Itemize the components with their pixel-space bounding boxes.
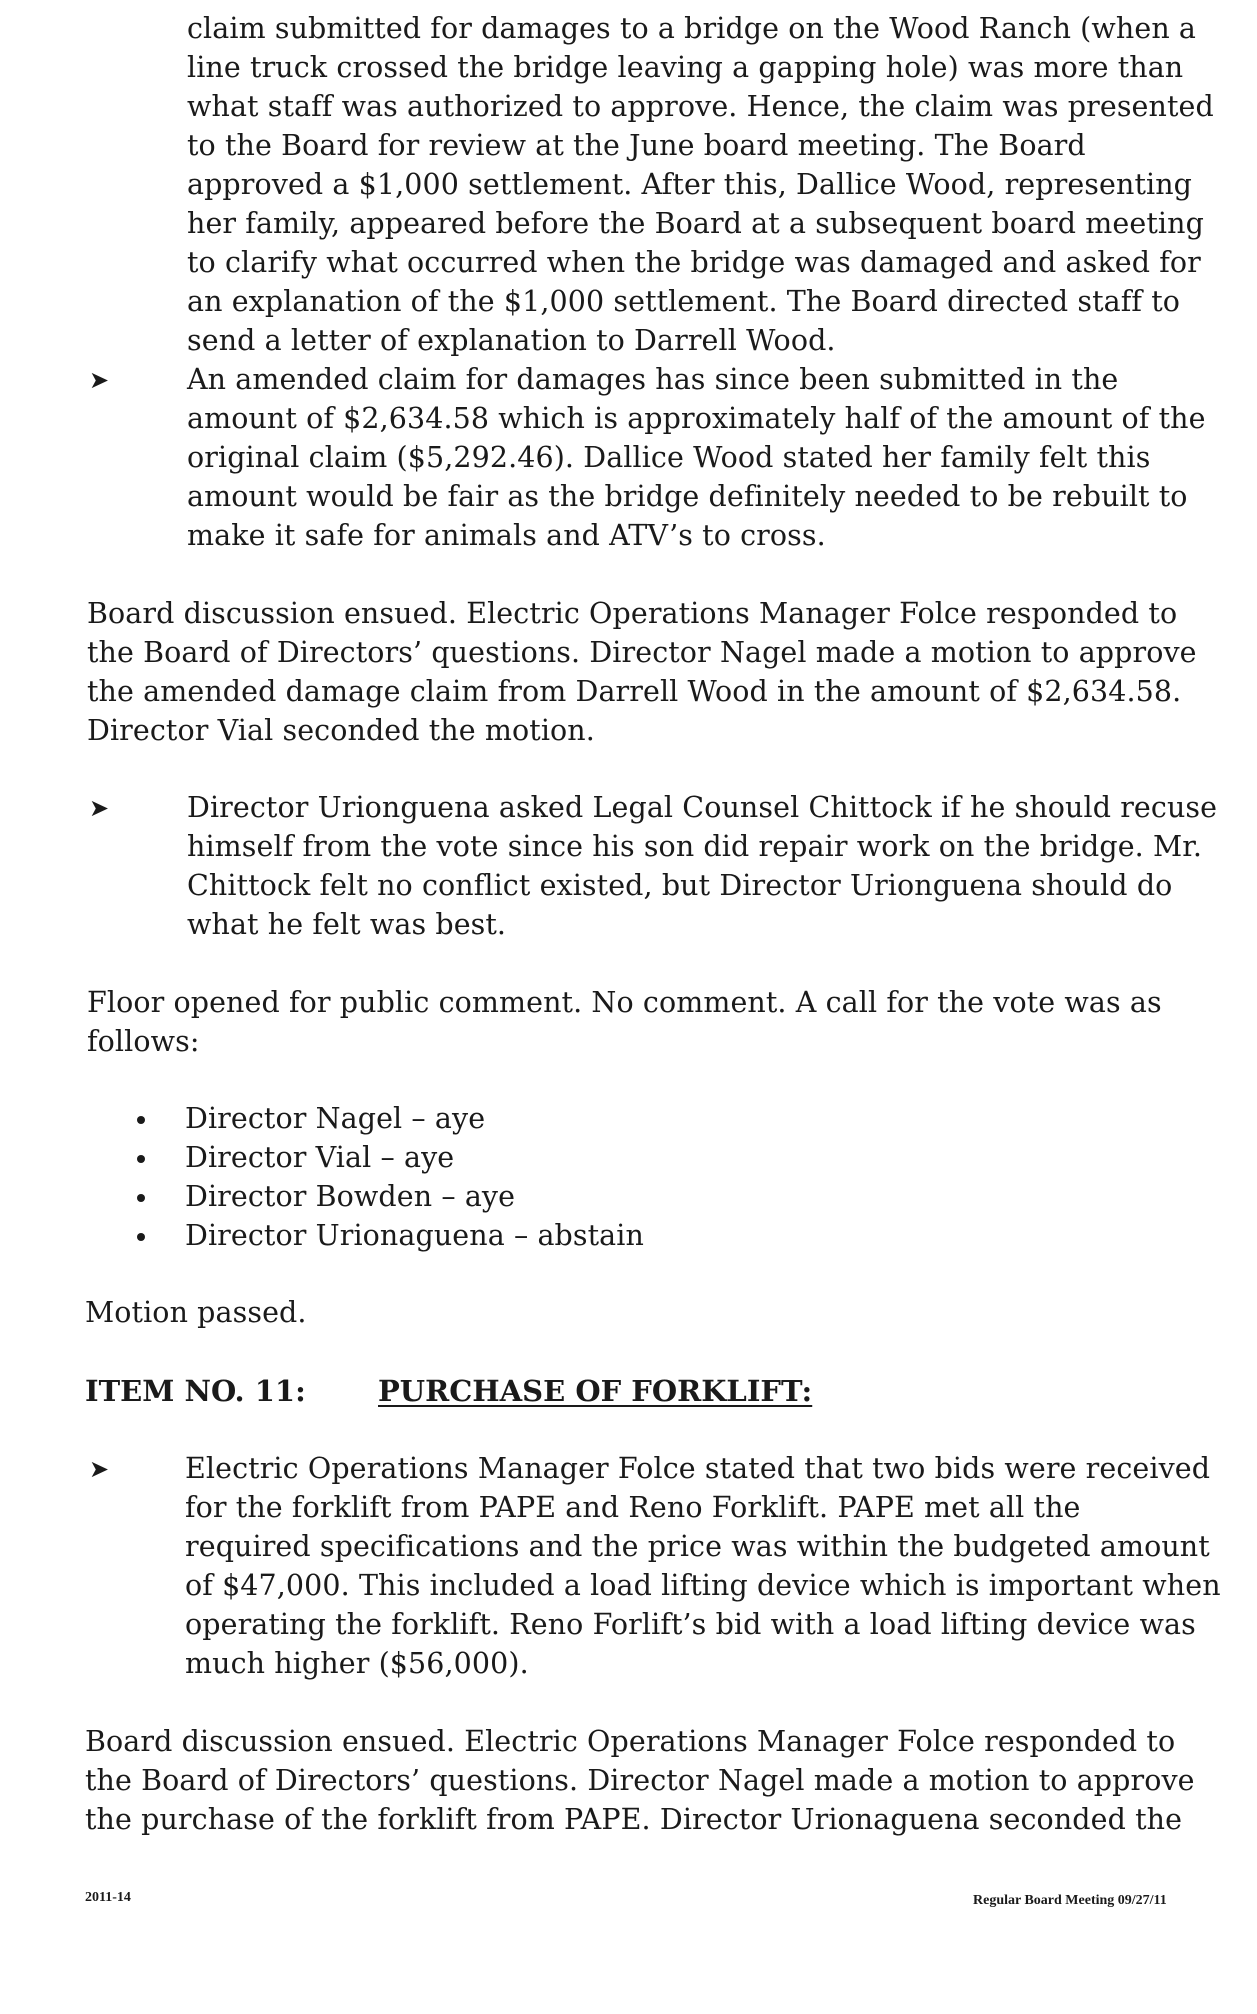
text-line: An amended claim for damages has since been submitted in the bbox=[187, 363, 1119, 396]
text-line: required specifications and the price was within the budgeted amount bbox=[185, 1530, 1210, 1563]
motion-result: Motion passed. bbox=[85, 1296, 307, 1329]
text-line: Director Urionguena asked Legal Counsel Chittock if he should recuse bbox=[187, 791, 1218, 824]
item-title: PURCHASE OF FORKLIFT: bbox=[378, 1374, 813, 1408]
text-line: amount of $2,634.58 which is approximately half of the amount of the bbox=[187, 402, 1206, 435]
footer-meeting-label: Regular Board Meeting 09/27/11 bbox=[973, 1893, 1167, 1908]
list-item: Director Nagel – aye bbox=[185, 1102, 486, 1135]
text-line: her family, appeared before the Board at a subsequent board meeting bbox=[187, 207, 1204, 240]
text-line: claim submitted for damages to a bridge on the Wood Ranch (when a bbox=[187, 12, 1197, 45]
text-line: Director Vial seconded the motion. bbox=[87, 714, 595, 747]
text-line: the amended damage claim from Darrell Wood in the amount of $2,634.58. bbox=[87, 675, 1182, 708]
text-line: himself from the vote since his son did repair work on the bridge. Mr. bbox=[187, 830, 1203, 863]
text-line: amount would be fair as the bridge definitely needed to be rebuilt to bbox=[187, 480, 1188, 513]
item-number: ITEM NO. 11: bbox=[85, 1374, 306, 1408]
text-line: follows: bbox=[87, 1025, 200, 1058]
text-line: the Board of Directors’ questions. Director Nagel made a motion to approve bbox=[85, 1764, 1195, 1797]
text-line: Electric Operations Manager Folce stated that two bids were received bbox=[185, 1452, 1211, 1485]
text-line: approved a $1,000 settlement. After this, Dallice Wood, representing bbox=[187, 168, 1193, 201]
text-line: what staff was authorized to approve. Hence, the claim was presented bbox=[187, 90, 1214, 123]
arrow-bullet-icon: ➤ bbox=[89, 366, 110, 394]
bullet-dot-icon bbox=[137, 1233, 145, 1241]
text-line: operating the forklift. Reno Forlift’s bid with a load lifting device was bbox=[185, 1608, 1196, 1641]
footer-page-code: 2011-14 bbox=[85, 1890, 131, 1905]
arrow-bullet-icon: ➤ bbox=[89, 794, 110, 822]
list-item: Director Vial – aye bbox=[185, 1141, 455, 1174]
text-line: to the Board for review at the June board meeting. The Board bbox=[187, 129, 1086, 162]
text-line: to clarify what occurred when the bridge was damaged and asked for bbox=[187, 246, 1201, 279]
text-line: an explanation of the $1,000 settlement. The Board directed staff to bbox=[187, 285, 1181, 318]
text-line: for the forklift from PAPE and Reno Forklift. PAPE met all the bbox=[185, 1491, 1081, 1524]
text-line: Chittock felt no conflict existed, but Director Urionguena should do bbox=[187, 869, 1173, 902]
text-line: send a letter of explanation to Darrell Wood. bbox=[187, 324, 836, 357]
text-line: the purchase of the forklift from PAPE. Director Urionaguena seconded the bbox=[85, 1803, 1183, 1836]
arrow-bullet-icon: ➤ bbox=[89, 1455, 110, 1483]
bullet-dot-icon bbox=[137, 1155, 145, 1163]
list-item: Director Urionaguena – abstain bbox=[185, 1219, 644, 1252]
text-line: make it safe for animals and ATV’s to cross. bbox=[187, 519, 826, 552]
list-item: Director Bowden – aye bbox=[185, 1180, 516, 1213]
text-line: much higher ($56,000). bbox=[185, 1647, 529, 1680]
bullet-dot-icon bbox=[137, 1116, 145, 1124]
text-line: of $47,000. This included a load lifting device which is important when bbox=[185, 1569, 1221, 1602]
bullet-dot-icon bbox=[137, 1194, 145, 1202]
text-line: line truck crossed the bridge leaving a gapping hole) was more than bbox=[187, 51, 1184, 84]
text-line: Board discussion ensued. Electric Operations Manager Folce responded to bbox=[85, 1725, 1176, 1758]
text-line: what he felt was best. bbox=[187, 908, 507, 941]
text-line: original claim ($5,292.46). Dallice Wood stated her family felt this bbox=[187, 441, 1151, 474]
text-line: Board discussion ensued. Electric Operations Manager Folce responded to bbox=[87, 597, 1178, 630]
text-line: the Board of Directors’ questions. Director Nagel made a motion to approve bbox=[87, 636, 1197, 669]
text-line: Floor opened for public comment. No comment. A call for the vote was as bbox=[87, 986, 1162, 1019]
